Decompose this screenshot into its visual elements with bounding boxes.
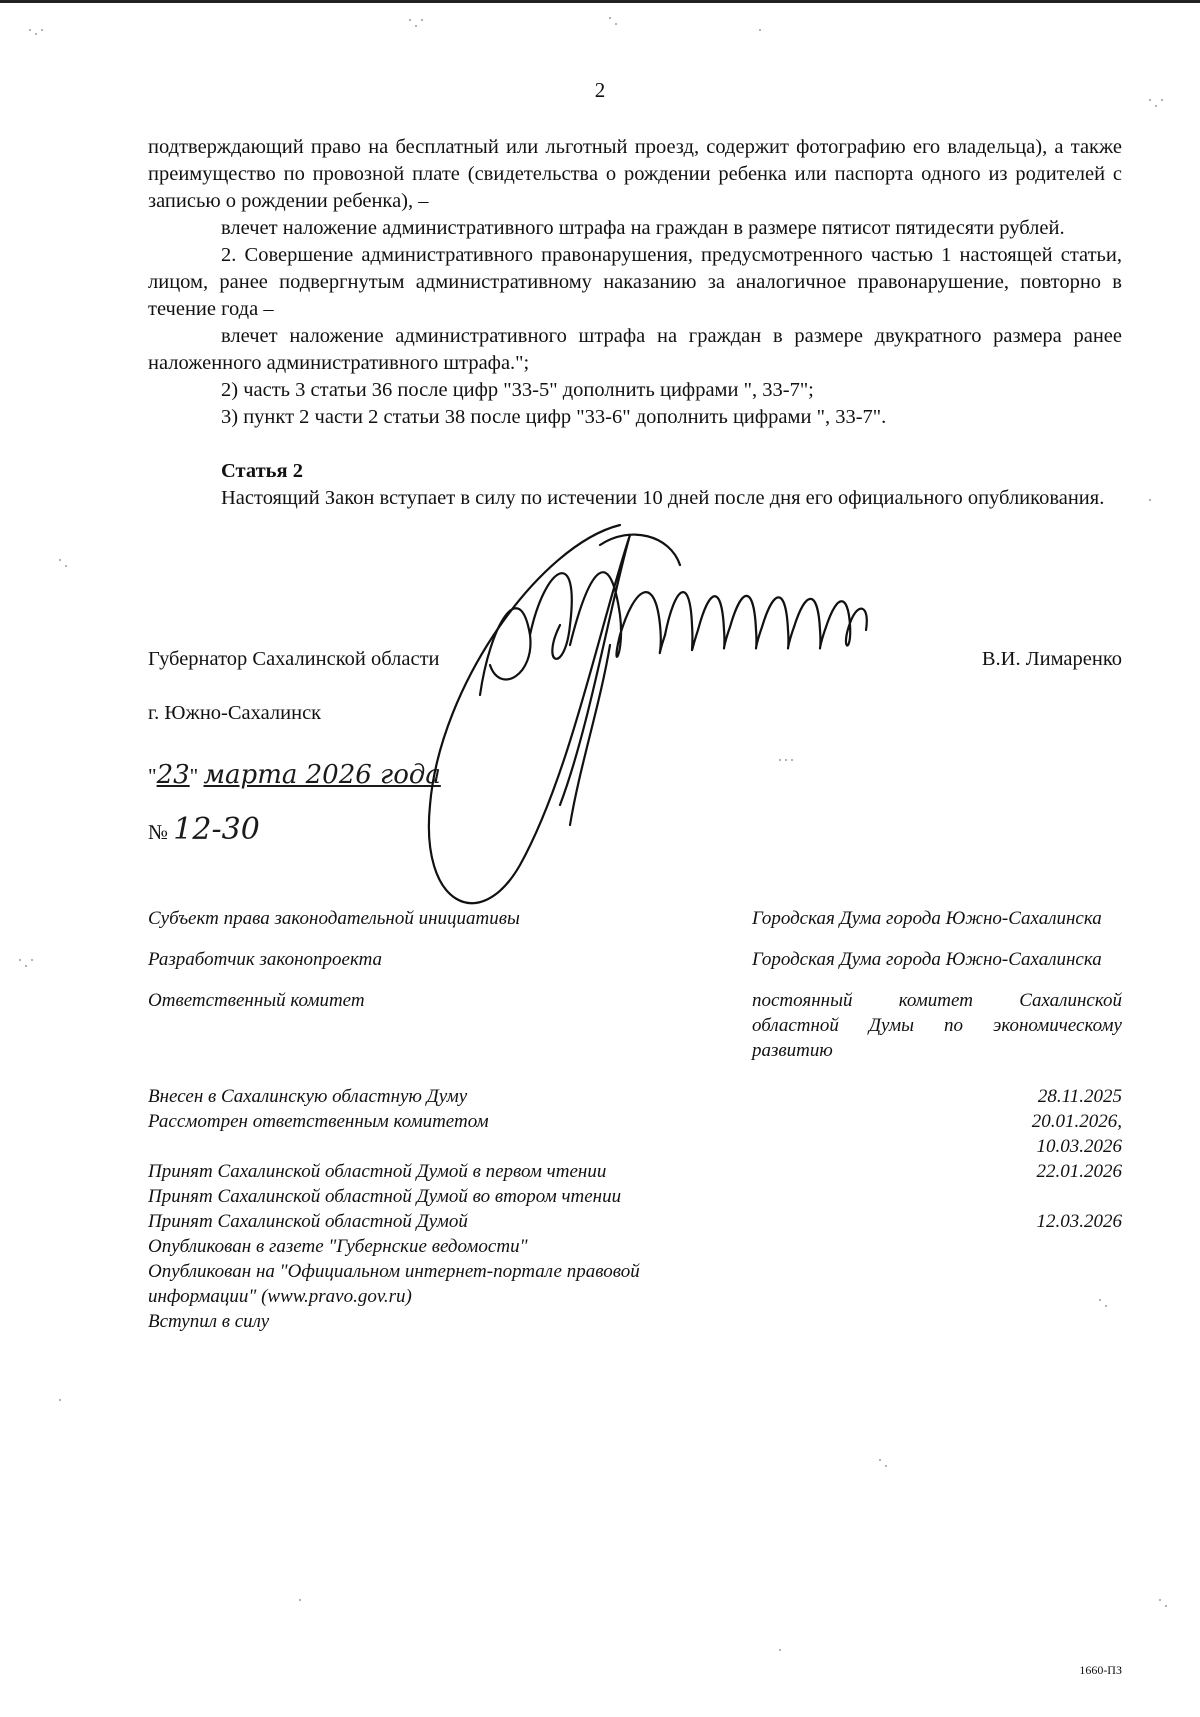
legislative-dates: [148, 1084, 1122, 1334]
number-prefix: №: [148, 820, 169, 844]
date-label: [148, 1134, 748, 1159]
body-text: [148, 134, 1122, 512]
date-label: Принят Сахалинской областной Думой: [148, 1211, 468, 1232]
footer-code: 1660-ПЗ: [1079, 1663, 1122, 1677]
date-value: [822, 1184, 1122, 1209]
paragraph: влечет наложение административного штрафа на граждан в размере пятисот пятидесяти рублей.: [221, 217, 1065, 239]
date-label: Опубликован в газете "Губернские ведомости": [148, 1236, 528, 1257]
signatory-name: В.И. Лимаренко: [981, 648, 1122, 670]
page-number: 2: [594, 78, 606, 102]
article-2-heading: Статья 2: [221, 460, 303, 482]
paragraph: влечет наложение административного штрафа на граждан в размере двукратного размера ранее наложенного административного штрафа.";: [148, 325, 1122, 374]
date-value: 20.01.2026,: [1031, 1111, 1122, 1132]
paragraph: подтверждающий право на бесплатный или льготный проезд, содержит фотографию его владельца), а также преимущество по провозной плате (свидетельства о рождении ребенка или паспорта одного из родителей с записью о рождении ребенка), –: [148, 136, 1122, 212]
date-value: [822, 1259, 1122, 1284]
number-value: 12-30: [173, 812, 260, 847]
date-quote-close: ": [189, 764, 199, 788]
meta-value: Городская Дума города Южно-Сахалинска: [752, 949, 1102, 970]
date-value: 22.01.2026: [1036, 1161, 1122, 1182]
meta-label: Разработчик законопроекта: [148, 949, 383, 970]
date-value: 10.03.2026: [1036, 1136, 1122, 1157]
meta-label: Субъект права законодательной инициативы: [148, 908, 520, 929]
date-label: информации" (www.pravo.gov.ru): [148, 1286, 412, 1307]
paragraph: 2. Совершение административного правонарушения, предусмотренного частью 1 настоящей статьи, лицом, ранее подвергнутым административному наказанию за аналогичное правонарушение, повторно в течение года –: [148, 244, 1122, 320]
paragraph: 2) часть 3 статьи 36 после цифр "33-5" дополнить цифрами ", 33-7";: [221, 379, 814, 401]
date-quote-open: ": [148, 764, 157, 788]
date-label: Внесен в Сахалинскую областную Думу: [148, 1086, 468, 1107]
paragraph: 3) пункт 2 части 2 статьи 38 после цифр "33-6" дополнить цифрами ", 33-7".: [221, 406, 887, 428]
city: г. Южно-Сахалинск: [148, 702, 322, 724]
date-label: Опубликован на "Официальном интернет-портале правовой: [148, 1261, 640, 1282]
date-month-year: марта 2026 года: [203, 760, 441, 790]
article-2-text: Настоящий Закон вступает в силу по истечении 10 дней после дня его официального опубликования.: [221, 487, 1105, 509]
meta-label: Ответственный комитет: [148, 990, 365, 1011]
bill-metadata: [148, 906, 1122, 1063]
date-value: 28.11.2025: [1037, 1086, 1122, 1107]
meta-value: Городская Дума города Южно-Сахалинска: [752, 908, 1102, 929]
scan-top-edge: [0, 0, 1200, 3]
date-label: Принят Сахалинской областной Думой в первом чтении: [148, 1161, 607, 1182]
meta-value: постоянный комитет Сахалинской областной Думы по экономическому развитию: [752, 990, 1122, 1061]
date-value: [822, 1234, 1122, 1259]
date-label: Вступил в силу: [148, 1311, 270, 1332]
date-value: 12.03.2026: [1036, 1211, 1122, 1232]
signing-date: [148, 760, 441, 790]
date-value: [822, 1309, 1122, 1334]
signatory-position: Губернатор Сахалинской области: [148, 648, 440, 670]
date-label: Принят Сахалинской областной Думой во втором чтении: [148, 1186, 622, 1207]
date-day: 23: [156, 760, 190, 790]
law-number: [148, 812, 260, 847]
date-value: [822, 1284, 1122, 1309]
handwritten-signature: [420, 505, 940, 925]
date-label: Рассмотрен ответственным комитетом: [148, 1111, 489, 1132]
